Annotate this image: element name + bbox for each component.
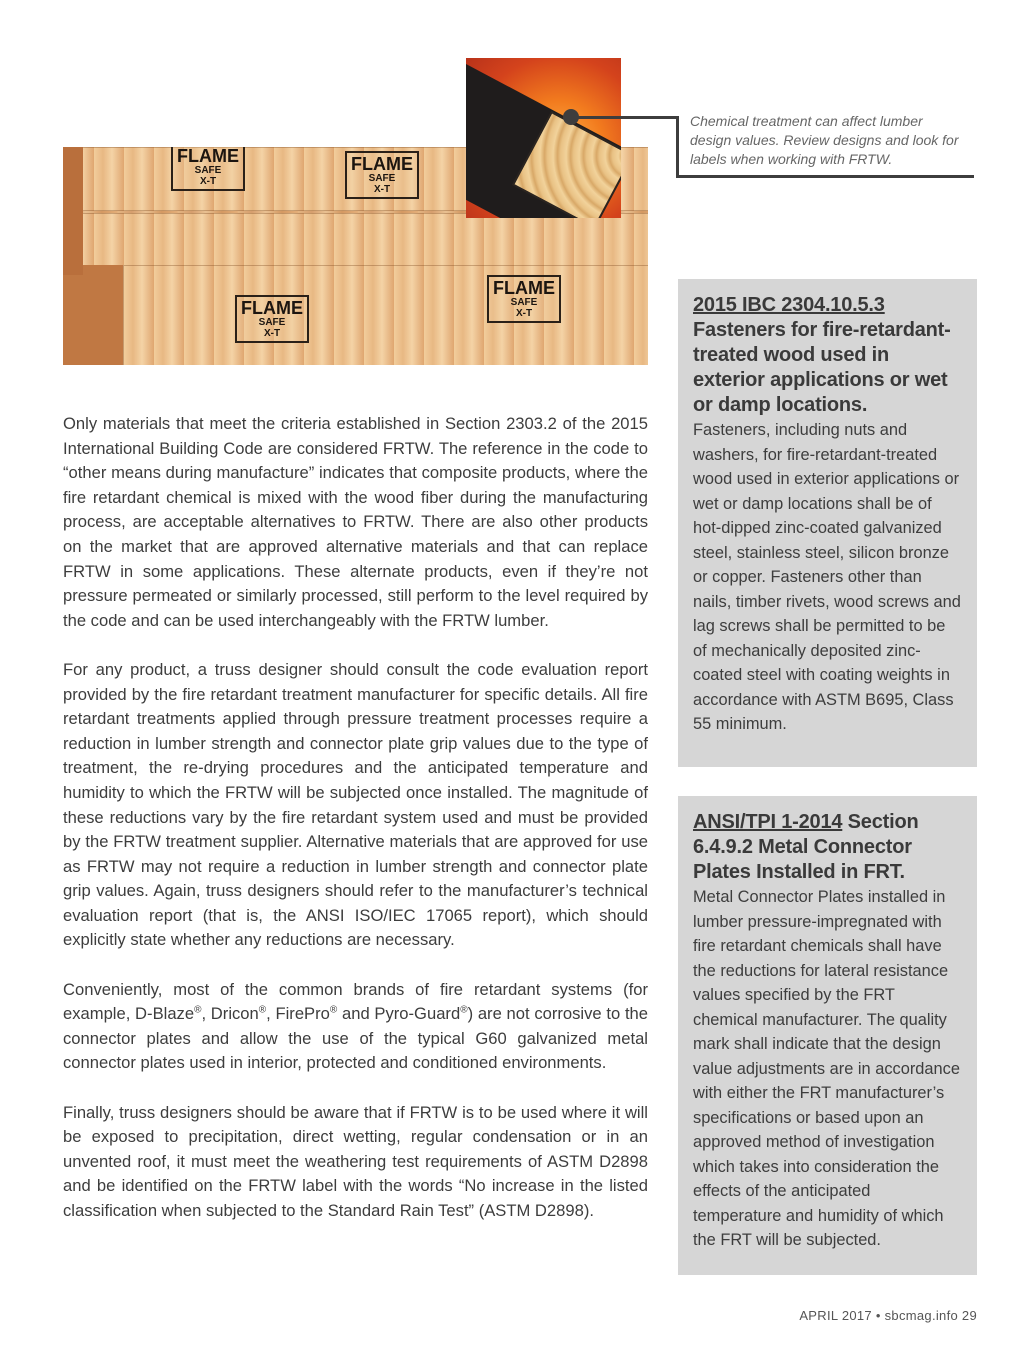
- paragraph: Finally, truss designers should be aware that if FRTW is to be used where it will be exposed to precipitation, direct wetting, regular condensation or in an unvented roof, it must meet the weathering test requirements of ASTM D2898 and be identified on the FRTW label with the words “No increase in the listed classification when subjected to the Standard Rain Test” (ASTM D2898).: [63, 1102, 648, 1220]
- lumber-stamp: FLAME SAFE X-T: [487, 275, 561, 323]
- board-end-shadow: [63, 265, 123, 365]
- callout-line: [576, 116, 679, 119]
- board-end-shadow: [63, 147, 83, 275]
- code-sidebar-tpi: [678, 796, 977, 1275]
- lumber-stamp: FLAME SAFE X-T: [345, 151, 419, 199]
- sidebar-text: Metal Connector Plates installed in lumber pressure-impregnated with fire retardant chemicals shall have the reductions for lateral resistance values specified by the FRT chemical manufacturer. The quality mark shall indicate that the design value adjustments are in accordance with either the FRT manufacturer’s specifications or based upon an approved method of investigation which takes into consideration the effects of the anticipated temperature and humidity of which the FRT will be subjected.: [693, 888, 960, 1249]
- paragraph: For any product, a truss designer should consult the code evaluation report provided by the fire retardant treatment manufacturer for specific details. All fire retardant treatments applied through pressure treatment processes require a reduction in lumber strength and connector plate grip values due to the type of treatment, the re-drying procedures and the anticipated temperature and humidity to which the FRTW will be subjected once installed. The magnitude of these reductions vary by the fire retardant system used and must be provided by the FRTW treatment supplier. Alternative materials that are approved for use as FRTW may not require a reduction in lumber strength and connector plate grip values. Again, truss designers should refer to the manufacturer’s technical evaluation report (that is, the ANSI ISO/IEC 17065 report), which should explicitly state whether any reductions are necessary.: [63, 659, 648, 950]
- burned-lumber-photo: [466, 58, 621, 218]
- photo-caption: Chemical treatment can affect lumber design values. Review designs and look for labels when working with FRTW.: [690, 113, 959, 167]
- sidebar-title: 2015 IBC 2304.10.5.3 Fasteners for fire-retardant-treated wood used in exterior applications or wet or damp locations.: [693, 294, 951, 416]
- callout-line: [676, 116, 679, 178]
- callout-line: [676, 175, 974, 178]
- lumber-stamp: FLAME SAFE X-T: [235, 295, 309, 343]
- sidebar-text: Fasteners, including nuts and washers, for fire-retardant-treated wood used in exterior applications or wet or damp locations shall be of hot-dipped zinc-coated galvanized steel, stainless steel, silicon bronze or copper. Fasteners other than nails, timber rivets, wood screws and lag screws shall be permitted to be of mechanically deposited zinc-coated steel with coating weights in accordance with ASTM B695, Class 55 minimum.: [693, 421, 961, 733]
- paragraph: Conveniently, most of the common brands of fire retardant systems (for example, D-Blaze®, Dricon®, FirePro® and Pyro-Guard®) are not corrosive to the connector plates and allow the use of the typical G60 galvanized metal connector plates used in interior, protected and conditioned environments.: [63, 979, 649, 1073]
- article-body: [63, 412, 648, 1248]
- sidebar-title: ANSI/TPI 1-2014 Section 6.4.9.2 Metal Connector Plates Installed in FRT.: [693, 811, 919, 883]
- lumber-board: [123, 265, 648, 365]
- lumber-stamp: FLAME SAFE X-T: [171, 147, 245, 191]
- code-sidebar-ibc: [678, 279, 977, 767]
- paragraph: Only materials that meet the criteria established in Section 2303.2 of the 2015 International Building Code are considered FRTW. The reference in the code to “other means during manufacture” indicates that composite products, where the fire retardant chemical is mixed with the wood fiber during the manufacturing process, are acceptable alternatives to FRTW. There are also other products on the market that are approved alternative materials and that can replace FRTW in some applications. These alternate products, even if they’re not pressure permeated or similarly processed, still perform to the level required by the code and can be used interchangeably with the FRTW lumber.: [63, 414, 648, 630]
- page-footer: APRIL 2017 • sbcmag.info 29: [799, 1308, 977, 1323]
